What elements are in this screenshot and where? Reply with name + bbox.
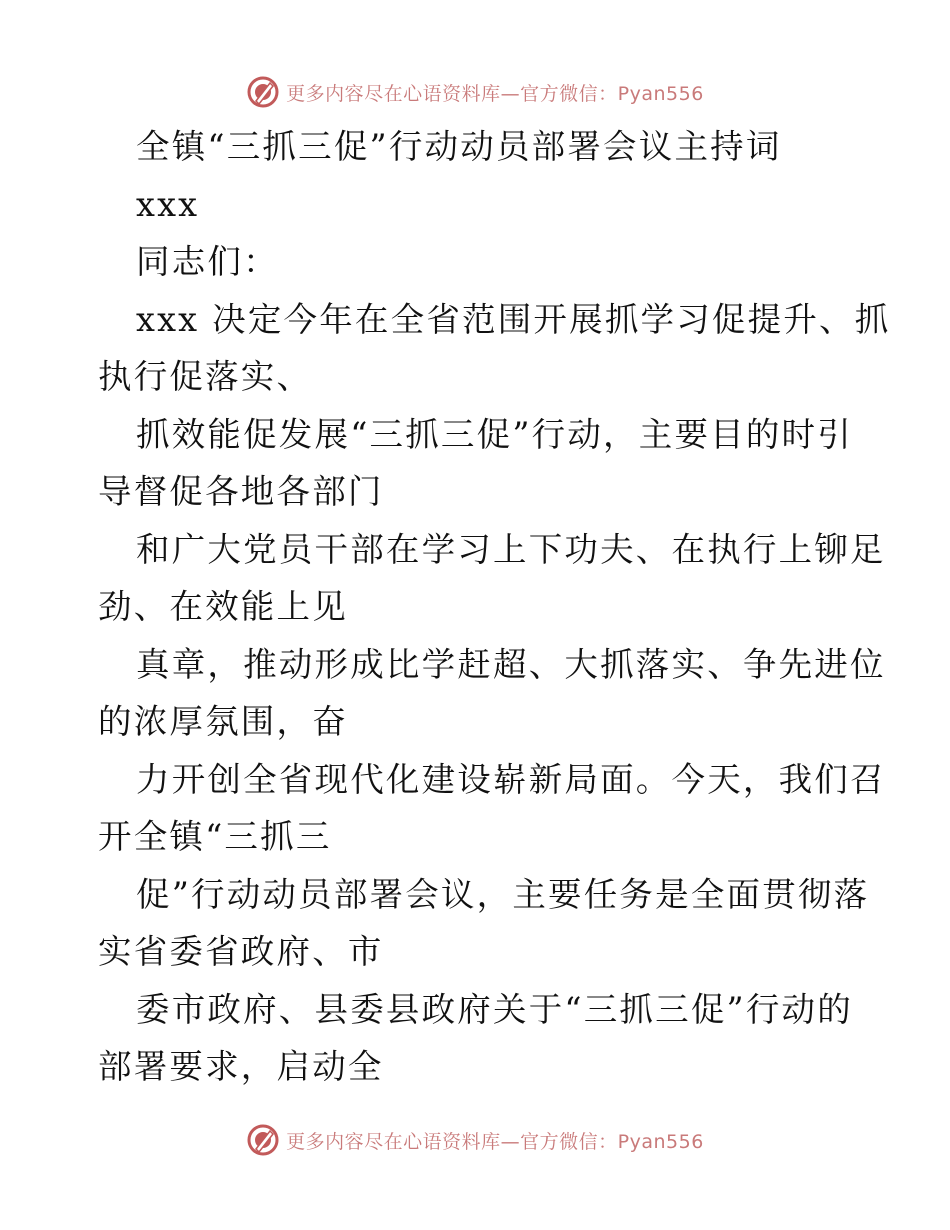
- pen-logo-icon: [246, 1123, 280, 1157]
- paragraph-line: 导督促各地各部门: [98, 472, 384, 511]
- paragraph-line: 真章，推动形成比学赶超、大抓落实、争先进位: [136, 644, 886, 684]
- paragraph-line: 部署要求，启动全: [98, 1047, 384, 1086]
- paragraph-line: 委市政府、县委县政府关于“三抓三促”行动的: [136, 989, 853, 1029]
- watermark-text: 更多内容尽在心语资料库—官方微信：Pyan556: [286, 1130, 704, 1153]
- document-body: [98, 118, 891, 1096]
- watermark-text: 更多内容尽在心语资料库—官方微信：Pyan556: [286, 82, 704, 105]
- paragraph-line: 开全镇“三抓三: [98, 817, 332, 856]
- author-line: xxx: [136, 184, 200, 224]
- document-title: 全镇“三抓三促”行动动员部署会议主持词: [136, 127, 782, 166]
- paragraph-line: 执行促落实、: [98, 357, 313, 396]
- paragraph-line: 实省委省政府、市: [98, 932, 384, 971]
- watermark-header: [0, 72, 950, 112]
- paragraph-line: 和广大党员干部在学习上下功夫、在执行上铆足: [136, 529, 886, 569]
- paragraph-line: 促”行动动员部署会议，主要任务是全面贯彻落: [136, 874, 870, 914]
- pen-logo-icon: [246, 75, 280, 109]
- salutation: 同志们：: [136, 242, 279, 281]
- paragraph-line: 力开创全省现代化建设崭新局面。今天，我们召: [136, 759, 886, 799]
- paragraph-line: 抓效能促发展“三抓三促”行动，主要目的时引: [136, 414, 853, 454]
- paragraph-line: 劲、在效能上见: [98, 587, 348, 626]
- paragraph-line: xxx 决定今年在全省范围开展抓学习促提升、抓: [136, 299, 891, 339]
- paragraph-line: 的浓厚氛围，奋: [98, 702, 348, 741]
- watermark-footer: [0, 1120, 950, 1160]
